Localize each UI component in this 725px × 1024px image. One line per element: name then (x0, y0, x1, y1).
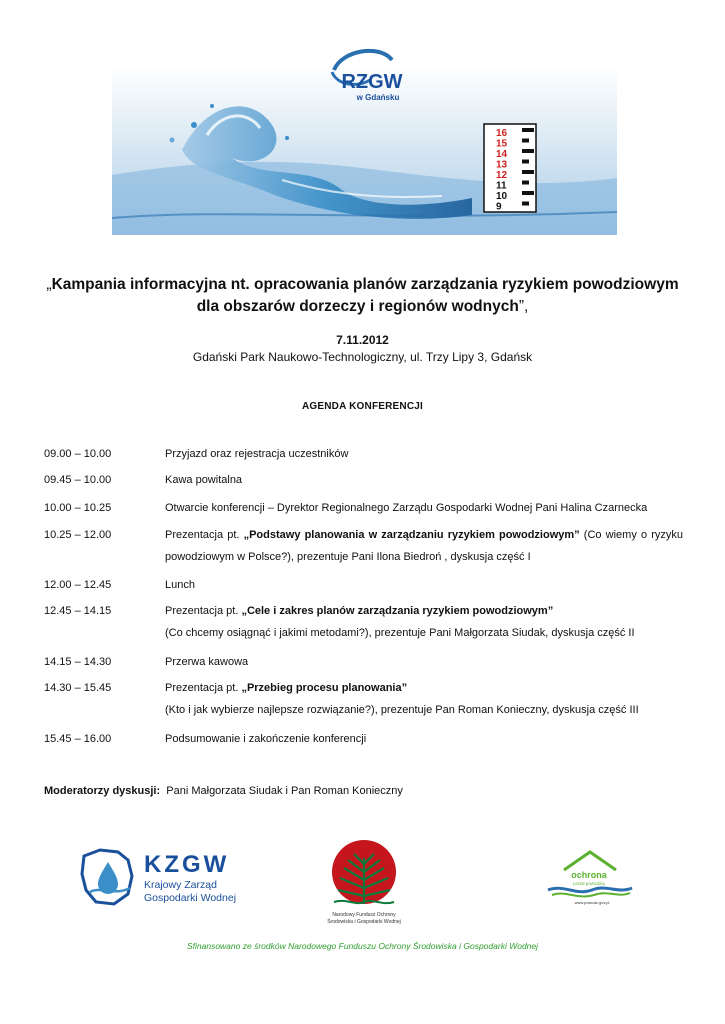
ochrona-url: www.powodz.gov.pl (574, 900, 610, 905)
presentation-title: „Przebieg procesu planowania” (241, 682, 408, 694)
title-line-2: dla obszarów dorzeczy i regionów wodnych (196, 298, 519, 315)
wave-icon (548, 888, 632, 892)
agenda-time: 09.00 – 10.00 (44, 448, 112, 460)
gauge-tick (522, 181, 529, 185)
kzgw-title: KZGW (144, 851, 230, 878)
kzgw-line-2: Gospodarki Wodnej (144, 892, 237, 904)
agenda-description-line-1: Prezentacja pt. „Cele i zakres planów zarządzania ryzykiem powodziowym” (165, 605, 554, 617)
title-open-quote: „ (46, 276, 52, 293)
event-venue: Gdański Park Naukowo-Technologiczny, ul. Trzy Lipy 3, Gdańsk (192, 350, 533, 364)
agenda-time: 12.45 – 14.15 (44, 605, 112, 617)
agenda-time: 09.45 – 10.00 (44, 474, 112, 486)
title-line-1: Kampania informacyjna nt. opracowania planów zarządzania ryzykiem powodziowym (51, 276, 679, 293)
rzgw-logo-subtext: w Gdańsku (356, 93, 400, 102)
moderators-label: Moderatorzy dyskusji: (44, 785, 161, 797)
ochrona-line-1: ochrona (571, 870, 607, 880)
agenda-description-line-2: (Kto i jak wybierze najlepsze rozwiązanie?), prezentuje Pan Roman Konieczny, dyskusja część III (165, 704, 639, 716)
gauge-tick (522, 139, 529, 143)
funding-footer: Sfinansowano ze środków Narodowego Funduszu Ochrony Środowiska i Gospodarki Wodnej (186, 941, 539, 951)
agenda-description-line-2: powodziowym w Polsce?), prezentuje Pani Ilona Biedroń , dyskusja część I (165, 551, 531, 563)
header-banner (112, 40, 617, 235)
gauge-tick (522, 160, 529, 164)
agenda-description: Przyjazd oraz rejestracja uczestników (165, 448, 349, 460)
agenda-heading: AGENDA KONFERENCJI (301, 401, 424, 412)
nfos-line-2: Środowiska i Gospodarki Wodnej (327, 919, 401, 925)
agenda-description-line-1: Prezentacja pt. „Przebieg procesu planowania” (165, 682, 408, 694)
agenda-time: 14.15 – 14.30 (44, 656, 112, 668)
agenda-time: 15.45 – 16.00 (44, 733, 112, 745)
ochrona-line-2: przed powodzią (573, 881, 605, 886)
rzgw-logo-text: RZGW (341, 71, 403, 93)
nfos-line-1: Narodowy Fundusz Ochrony (332, 912, 396, 918)
agenda-time: 10.00 – 10.25 (44, 502, 112, 514)
agenda-time: 12.00 – 12.45 (44, 579, 112, 591)
gauge-number: 15 (496, 138, 508, 150)
agenda-time: 14.30 – 15.45 (44, 682, 112, 694)
agenda-description: Kawa powitalna (165, 474, 243, 486)
gauge-number: 13 (496, 159, 508, 171)
title-close-quote: ”, (518, 298, 529, 315)
agenda-description: Lunch (165, 579, 195, 591)
moderators (44, 785, 403, 797)
kzgw-line-1: Krajowy Zarząd (144, 879, 217, 891)
agenda-time: 10.25 – 12.00 (44, 529, 112, 541)
gauge-number: 16 (496, 128, 508, 139)
gauge-tick (522, 191, 534, 195)
agenda-description: Przerwa kawowa (165, 656, 249, 668)
agenda-description-line-2: (Co chcemy osiągnąć i jakimi metodami?), prezentuje Pani Małgorzata Siudak, dyskusja część II (165, 627, 635, 639)
kzgw-logo (78, 846, 248, 908)
gauge-tick (522, 128, 534, 132)
gauge-tick (522, 149, 534, 153)
gauge-tick (522, 170, 534, 174)
gauge-number: 9 (496, 201, 502, 213)
event-date: 7.11.2012 (336, 333, 389, 347)
presentation-title: „Cele i zakres planów zarządzania ryzykiem powodziowym” (241, 605, 554, 617)
gauge-tick (522, 202, 529, 206)
house-icon (564, 852, 616, 870)
nfosigw-logo (326, 838, 402, 928)
conference-title (40, 274, 685, 318)
gauge-number: 10 (496, 191, 508, 202)
gauge-number: 12 (496, 170, 508, 181)
ochrona-logo (542, 848, 636, 908)
presentation-title: „Podstawy planowania w zarządzaniu ryzykiem powodziowym” (243, 529, 580, 541)
gauge-number: 11 (496, 180, 507, 192)
agenda-description-line-1: Prezentacja pt. „Podstawy planowania w zarządzaniu ryzykiem powodziowym” (Co wiemy o ryzyku (165, 529, 683, 541)
gauge-number: 14 (496, 149, 508, 160)
agenda-description: Otwarcie konferencji – Dyrektor Regionalnego Zarządu Gospodarki Wodnej Pani Halina Czarnecka (165, 502, 648, 514)
moderators-names: Pani Małgorzata Siudak i Pan Roman Konieczny (166, 785, 403, 797)
agenda-description: Podsumowanie i zakończenie konferencji (165, 733, 367, 745)
water-gauge-icon (484, 124, 536, 213)
